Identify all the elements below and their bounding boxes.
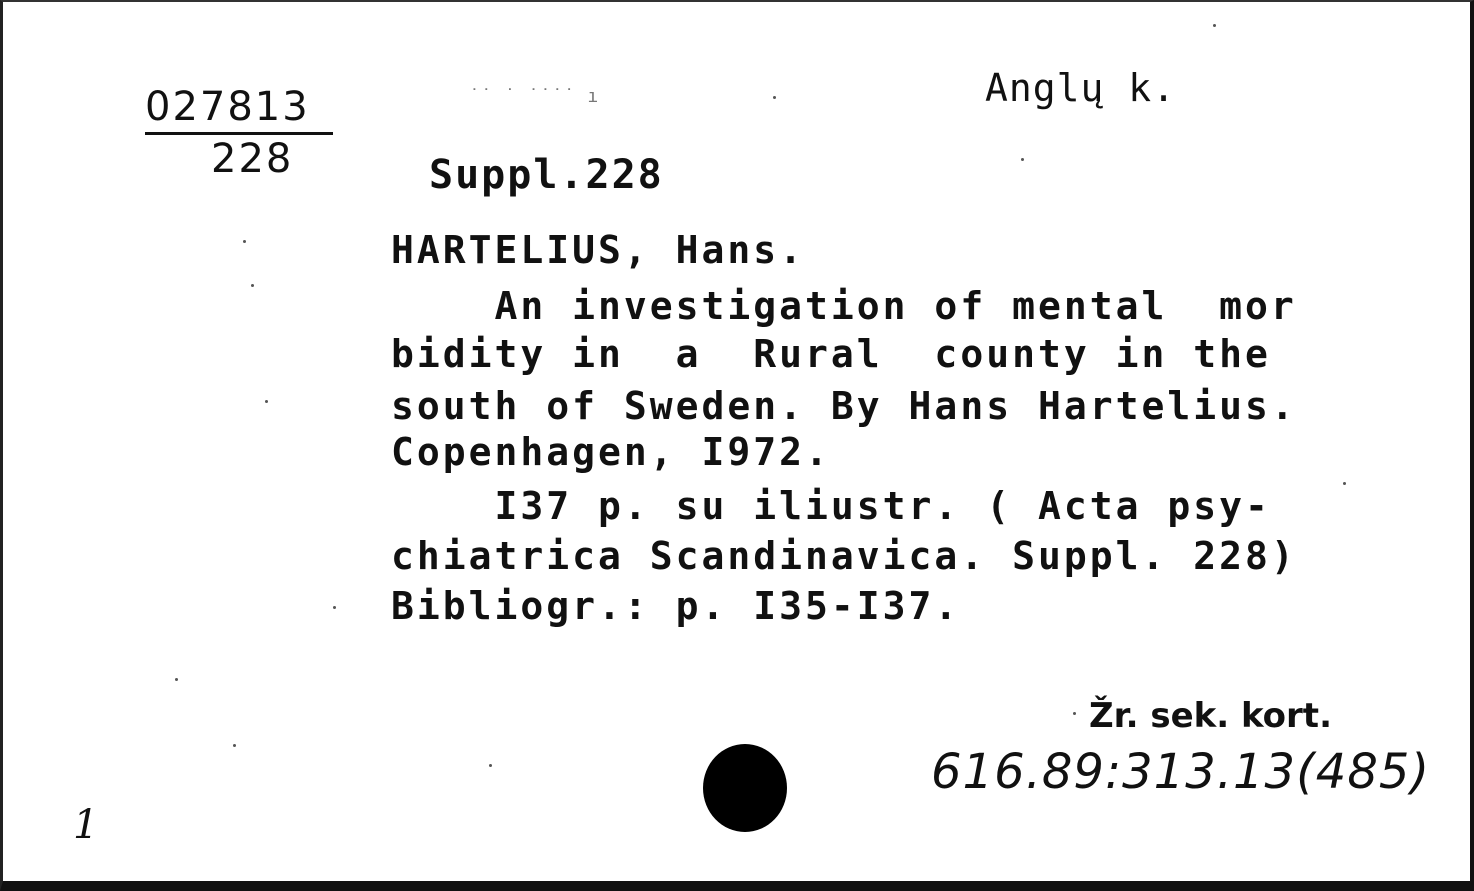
author-line: HARTELIUS, Hans. — [391, 228, 806, 272]
title-line-3: south of Sweden. By Hans Hartelius. — [391, 384, 1297, 428]
speck — [1343, 482, 1346, 485]
title-line-2: bidity in a Rural county in the — [391, 332, 1271, 376]
punch-hole — [703, 744, 787, 832]
speck — [773, 96, 776, 99]
speck — [265, 400, 268, 403]
title-line-1: An investigation of mental mor — [391, 284, 1297, 328]
language-mark: Anglų k. — [985, 66, 1177, 110]
faint-stamp: ˙˙ ˙ ˙˙˙˙ ı — [469, 86, 600, 107]
speck — [233, 744, 236, 747]
collation-line-1: I37 p. su iliustr. ( Acta psy- — [391, 484, 1271, 528]
call-number-top: 027813 — [145, 84, 333, 135]
speck — [175, 678, 178, 681]
speck — [1073, 712, 1076, 715]
speck — [251, 284, 254, 287]
collation-line-2: chiatrica Scandinavica. Suppl. 228) — [391, 534, 1297, 578]
speck — [1021, 158, 1024, 161]
speck — [243, 240, 246, 243]
classification-number: 616.89:313.13(485) — [931, 744, 1431, 800]
call-number-bottom: 228 — [211, 136, 294, 182]
handwritten-number: 1 — [73, 802, 99, 848]
speck — [489, 764, 492, 767]
imprint-line: Copenhagen, I972. — [391, 430, 831, 474]
reference-note: Žr. sek. kort. — [1089, 696, 1332, 736]
shelf-mark: Suppl.228 — [429, 152, 664, 198]
speck — [1213, 24, 1216, 27]
bibliography-line: Bibliogr.: p. I35-I37. — [391, 584, 961, 628]
speck — [333, 606, 336, 609]
